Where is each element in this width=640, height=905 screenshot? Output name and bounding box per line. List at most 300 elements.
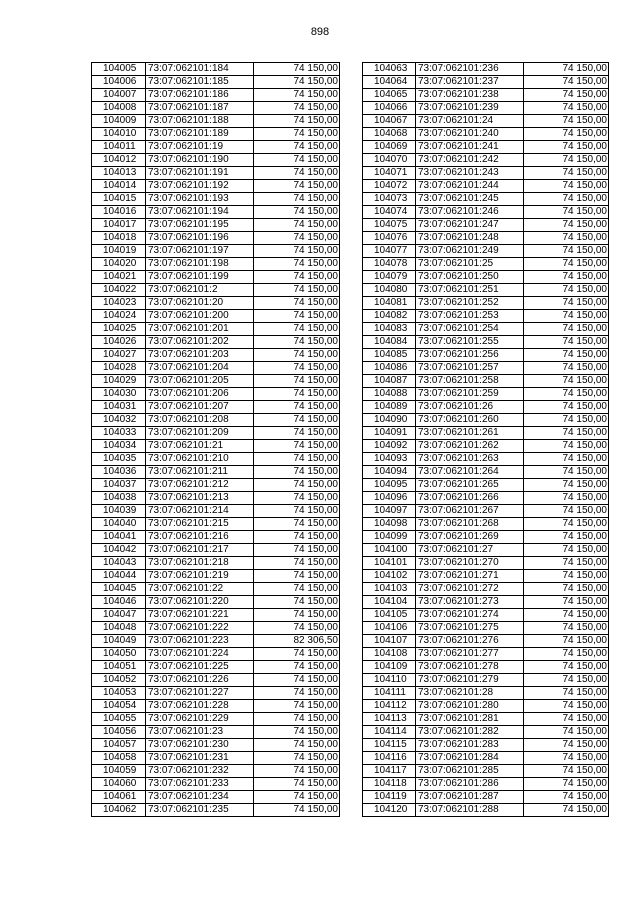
- value-cell: 74 150,00: [524, 739, 609, 752]
- value-cell: 74 150,00: [524, 557, 609, 570]
- left-table: [91, 62, 340, 817]
- cadastral-number-cell: 73:07:062101:269: [416, 531, 524, 544]
- table-row: [92, 219, 340, 232]
- row-number-cell: 104107: [363, 635, 416, 648]
- value-cell: 74 150,00: [254, 609, 340, 622]
- value-cell: 74 150,00: [524, 752, 609, 765]
- cadastral-number-cell: 73:07:062101:263: [416, 453, 524, 466]
- table-row: [92, 466, 340, 479]
- value-cell: 74 150,00: [254, 297, 340, 310]
- cadastral-number-cell: 73:07:062101:189: [146, 128, 254, 141]
- row-number-cell: 104044: [92, 570, 146, 583]
- table-row: [363, 752, 609, 765]
- value-cell: 74 150,00: [524, 791, 609, 804]
- value-cell: 74 150,00: [254, 752, 340, 765]
- cadastral-number-cell: 73:07:062101:273: [416, 596, 524, 609]
- row-number-cell: 104036: [92, 466, 146, 479]
- row-number-cell: 104032: [92, 414, 146, 427]
- value-cell: 74 150,00: [254, 154, 340, 167]
- cadastral-number-cell: 73:07:062101:244: [416, 180, 524, 193]
- row-number-cell: 104033: [92, 427, 146, 440]
- table-row: [92, 752, 340, 765]
- cadastral-number-cell: 73:07:062101:239: [416, 102, 524, 115]
- table-row: [92, 180, 340, 193]
- table-row: [92, 479, 340, 492]
- row-number-cell: 104029: [92, 375, 146, 388]
- row-number-cell: 104049: [92, 635, 146, 648]
- value-cell: 74 150,00: [524, 362, 609, 375]
- row-number-cell: 104014: [92, 180, 146, 193]
- table-row: [363, 505, 609, 518]
- table-row: [92, 778, 340, 791]
- row-number-cell: 104040: [92, 518, 146, 531]
- value-cell: 74 150,00: [254, 76, 340, 89]
- table-row: [363, 362, 609, 375]
- row-number-cell: 104112: [363, 700, 416, 713]
- cadastral-number-cell: 73:07:062101:267: [416, 505, 524, 518]
- row-number-cell: 104043: [92, 557, 146, 570]
- value-cell: 74 150,00: [524, 297, 609, 310]
- table-row: [363, 89, 609, 102]
- value-cell: 74 150,00: [524, 596, 609, 609]
- table-row: [363, 674, 609, 687]
- table-row: [92, 557, 340, 570]
- table-row: [92, 63, 340, 76]
- table-row: [363, 180, 609, 193]
- table-row: [363, 76, 609, 89]
- value-cell: 74 150,00: [254, 219, 340, 232]
- row-number-cell: 104035: [92, 453, 146, 466]
- cadastral-number-cell: 73:07:062101:216: [146, 531, 254, 544]
- cadastral-number-cell: 73:07:062101:230: [146, 739, 254, 752]
- row-number-cell: 104118: [363, 778, 416, 791]
- value-cell: 74 150,00: [254, 531, 340, 544]
- value-cell: 74 150,00: [254, 648, 340, 661]
- table-row: [363, 349, 609, 362]
- table-row: [92, 401, 340, 414]
- value-cell: 74 150,00: [254, 804, 340, 817]
- cadastral-number-cell: 73:07:062101:23: [146, 726, 254, 739]
- table-row: [92, 297, 340, 310]
- row-number-cell: 104117: [363, 765, 416, 778]
- table-row: [92, 609, 340, 622]
- value-cell: 74 150,00: [524, 570, 609, 583]
- cadastral-number-cell: 73:07:062101:221: [146, 609, 254, 622]
- cadastral-number-cell: 73:07:062101:225: [146, 661, 254, 674]
- row-number-cell: 104074: [363, 206, 416, 219]
- cadastral-number-cell: 73:07:062101:2: [146, 284, 254, 297]
- row-number-cell: 104051: [92, 661, 146, 674]
- table-row: [92, 89, 340, 102]
- table-row: [92, 687, 340, 700]
- cadastral-number-cell: 73:07:062101:246: [416, 206, 524, 219]
- cadastral-number-cell: 73:07:062101:265: [416, 479, 524, 492]
- table-row: [363, 635, 609, 648]
- row-number-cell: 104086: [363, 362, 416, 375]
- value-cell: 74 150,00: [524, 388, 609, 401]
- cadastral-number-cell: 73:07:062101:264: [416, 466, 524, 479]
- table-row: [92, 700, 340, 713]
- cadastral-number-cell: 73:07:062101:235: [146, 804, 254, 817]
- value-cell: 74 150,00: [254, 492, 340, 505]
- cadastral-number-cell: 73:07:062101:24: [416, 115, 524, 128]
- row-number-cell: 104030: [92, 388, 146, 401]
- value-cell: 74 150,00: [254, 453, 340, 466]
- row-number-cell: 104077: [363, 245, 416, 258]
- table-row: [363, 583, 609, 596]
- table-row: [363, 245, 609, 258]
- value-cell: 74 150,00: [254, 713, 340, 726]
- table-row: [363, 518, 609, 531]
- table-row: [363, 219, 609, 232]
- table-row: [92, 622, 340, 635]
- value-cell: 74 150,00: [524, 414, 609, 427]
- row-number-cell: 104115: [363, 739, 416, 752]
- value-cell: 74 150,00: [254, 362, 340, 375]
- left-table-body: [92, 63, 340, 817]
- cadastral-number-cell: 73:07:062101:25: [416, 258, 524, 271]
- cadastral-number-cell: 73:07:062101:28: [416, 687, 524, 700]
- row-number-cell: 104008: [92, 102, 146, 115]
- cadastral-number-cell: 73:07:062101:211: [146, 466, 254, 479]
- cadastral-number-cell: 73:07:062101:243: [416, 167, 524, 180]
- table-row: [363, 167, 609, 180]
- cadastral-number-cell: 73:07:062101:283: [416, 739, 524, 752]
- value-cell: 74 150,00: [524, 440, 609, 453]
- table-row: [92, 440, 340, 453]
- cadastral-number-cell: 73:07:062101:198: [146, 258, 254, 271]
- value-cell: 74 150,00: [254, 622, 340, 635]
- cadastral-number-cell: 73:07:062101:199: [146, 271, 254, 284]
- table-row: [92, 245, 340, 258]
- row-number-cell: 104045: [92, 583, 146, 596]
- table-row: [363, 804, 609, 817]
- value-cell: 74 150,00: [524, 89, 609, 102]
- cadastral-number-cell: 73:07:062101:217: [146, 544, 254, 557]
- value-cell: 74 150,00: [524, 245, 609, 258]
- row-number-cell: 104012: [92, 154, 146, 167]
- cadastral-number-cell: 73:07:062101:255: [416, 336, 524, 349]
- row-number-cell: 104057: [92, 739, 146, 752]
- value-cell: 74 150,00: [524, 401, 609, 414]
- row-number-cell: 104104: [363, 596, 416, 609]
- value-cell: 74 150,00: [254, 778, 340, 791]
- cadastral-number-cell: 73:07:062101:228: [146, 700, 254, 713]
- value-cell: 74 150,00: [524, 167, 609, 180]
- row-number-cell: 104098: [363, 518, 416, 531]
- row-number-cell: 104058: [92, 752, 146, 765]
- value-cell: 74 150,00: [524, 76, 609, 89]
- value-cell: 74 150,00: [524, 622, 609, 635]
- row-number-cell: 104082: [363, 310, 416, 323]
- cadastral-number-cell: 73:07:062101:194: [146, 206, 254, 219]
- value-cell: 74 150,00: [254, 596, 340, 609]
- table-row: [363, 115, 609, 128]
- value-cell: 74 150,00: [524, 804, 609, 817]
- cadastral-number-cell: 73:07:062101:185: [146, 76, 254, 89]
- value-cell: 74 150,00: [254, 687, 340, 700]
- table-row: [92, 674, 340, 687]
- cadastral-number-cell: 73:07:062101:282: [416, 726, 524, 739]
- table-row: [92, 531, 340, 544]
- cadastral-number-cell: 73:07:062101:251: [416, 284, 524, 297]
- cadastral-number-cell: 73:07:062101:206: [146, 388, 254, 401]
- cadastral-number-cell: 73:07:062101:214: [146, 505, 254, 518]
- table-row: [92, 648, 340, 661]
- value-cell: 74 150,00: [254, 427, 340, 440]
- cadastral-number-cell: 73:07:062101:196: [146, 232, 254, 245]
- row-number-cell: 104055: [92, 713, 146, 726]
- table-row: [92, 804, 340, 817]
- value-cell: 74 150,00: [524, 128, 609, 141]
- value-cell: 74 150,00: [254, 388, 340, 401]
- value-cell: 74 150,00: [254, 89, 340, 102]
- row-number-cell: 104079: [363, 271, 416, 284]
- table-row: [363, 687, 609, 700]
- cadastral-number-cell: 73:07:062101:232: [146, 765, 254, 778]
- table-row: [92, 453, 340, 466]
- cadastral-number-cell: 73:07:062101:274: [416, 609, 524, 622]
- cadastral-number-cell: 73:07:062101:208: [146, 414, 254, 427]
- value-cell: 74 150,00: [254, 271, 340, 284]
- row-number-cell: 104023: [92, 297, 146, 310]
- right-table: [362, 62, 609, 817]
- value-cell: 74 150,00: [254, 128, 340, 141]
- row-number-cell: 104052: [92, 674, 146, 687]
- cadastral-number-cell: 73:07:062101:261: [416, 427, 524, 440]
- value-cell: 74 150,00: [254, 726, 340, 739]
- row-number-cell: 104042: [92, 544, 146, 557]
- table-row: [92, 310, 340, 323]
- row-number-cell: 104100: [363, 544, 416, 557]
- cadastral-number-cell: 73:07:062101:205: [146, 375, 254, 388]
- row-number-cell: 104047: [92, 609, 146, 622]
- row-number-cell: 104006: [92, 76, 146, 89]
- table-row: [92, 128, 340, 141]
- cadastral-number-cell: 73:07:062101:258: [416, 375, 524, 388]
- table-row: [363, 102, 609, 115]
- row-number-cell: 104095: [363, 479, 416, 492]
- value-cell: 74 150,00: [524, 336, 609, 349]
- cadastral-number-cell: 73:07:062101:288: [416, 804, 524, 817]
- table-row: [363, 791, 609, 804]
- value-cell: 74 150,00: [254, 583, 340, 596]
- row-number-cell: 104048: [92, 622, 146, 635]
- value-cell: 74 150,00: [524, 193, 609, 206]
- row-number-cell: 104050: [92, 648, 146, 661]
- cadastral-number-cell: 73:07:062101:224: [146, 648, 254, 661]
- row-number-cell: 104007: [92, 89, 146, 102]
- value-cell: 74 150,00: [254, 336, 340, 349]
- value-cell: 74 150,00: [524, 544, 609, 557]
- table-row: [92, 414, 340, 427]
- row-number-cell: 104076: [363, 232, 416, 245]
- row-number-cell: 104054: [92, 700, 146, 713]
- table-row: [363, 232, 609, 245]
- value-cell: 74 150,00: [254, 661, 340, 674]
- cadastral-number-cell: 73:07:062101:268: [416, 518, 524, 531]
- row-number-cell: 104116: [363, 752, 416, 765]
- table-row: [92, 661, 340, 674]
- row-number-cell: 104061: [92, 791, 146, 804]
- value-cell: 74 150,00: [254, 141, 340, 154]
- table-row: [363, 778, 609, 791]
- table-row: [92, 206, 340, 219]
- row-number-cell: 104018: [92, 232, 146, 245]
- row-number-cell: 104025: [92, 323, 146, 336]
- cadastral-number-cell: 73:07:062101:197: [146, 245, 254, 258]
- table-row: [363, 713, 609, 726]
- value-cell: 74 150,00: [524, 323, 609, 336]
- cadastral-number-cell: 73:07:062101:192: [146, 180, 254, 193]
- row-number-cell: 104070: [363, 154, 416, 167]
- row-number-cell: 104099: [363, 531, 416, 544]
- row-number-cell: 104113: [363, 713, 416, 726]
- cadastral-number-cell: 73:07:062101:213: [146, 492, 254, 505]
- value-cell: 74 150,00: [254, 375, 340, 388]
- cadastral-number-cell: 73:07:062101:222: [146, 622, 254, 635]
- table-row: [363, 596, 609, 609]
- value-cell: 74 150,00: [524, 505, 609, 518]
- value-cell: 74 150,00: [524, 674, 609, 687]
- table-row: [363, 609, 609, 622]
- cadastral-number-cell: 73:07:062101:260: [416, 414, 524, 427]
- row-number-cell: 104073: [363, 193, 416, 206]
- value-cell: 74 150,00: [524, 141, 609, 154]
- value-cell: 74 150,00: [524, 713, 609, 726]
- table-row: [363, 492, 609, 505]
- row-number-cell: 104046: [92, 596, 146, 609]
- value-cell: 74 150,00: [254, 258, 340, 271]
- row-number-cell: 104089: [363, 401, 416, 414]
- table-row: [92, 167, 340, 180]
- value-cell: 74 150,00: [524, 63, 609, 76]
- table-row: [363, 193, 609, 206]
- cadastral-number-cell: 73:07:062101:271: [416, 570, 524, 583]
- value-cell: 74 150,00: [524, 466, 609, 479]
- row-number-cell: 104092: [363, 440, 416, 453]
- table-row: [363, 154, 609, 167]
- value-cell: 74 150,00: [524, 284, 609, 297]
- table-row: [92, 232, 340, 245]
- row-number-cell: 104081: [363, 297, 416, 310]
- row-number-cell: 104069: [363, 141, 416, 154]
- row-number-cell: 104019: [92, 245, 146, 258]
- value-cell: 74 150,00: [524, 427, 609, 440]
- row-number-cell: 104111: [363, 687, 416, 700]
- value-cell: 74 150,00: [254, 102, 340, 115]
- row-number-cell: 104065: [363, 89, 416, 102]
- value-cell: 74 150,00: [524, 206, 609, 219]
- table-row: [363, 622, 609, 635]
- table-row: [363, 284, 609, 297]
- value-cell: 74 150,00: [254, 323, 340, 336]
- value-cell: 74 150,00: [254, 674, 340, 687]
- cadastral-number-cell: 73:07:062101:275: [416, 622, 524, 635]
- value-cell: 74 150,00: [254, 245, 340, 258]
- row-number-cell: 104090: [363, 414, 416, 427]
- value-cell: 74 150,00: [524, 492, 609, 505]
- table-row: [363, 401, 609, 414]
- value-cell: 74 150,00: [524, 648, 609, 661]
- row-number-cell: 104034: [92, 440, 146, 453]
- row-number-cell: 104009: [92, 115, 146, 128]
- table-row: [92, 141, 340, 154]
- table-row: [363, 661, 609, 674]
- row-number-cell: 104022: [92, 284, 146, 297]
- cadastral-number-cell: 73:07:062101:210: [146, 453, 254, 466]
- table-row: [363, 414, 609, 427]
- row-number-cell: 104105: [363, 609, 416, 622]
- table-row: [92, 154, 340, 167]
- row-number-cell: 104056: [92, 726, 146, 739]
- cadastral-number-cell: 73:07:062101:245: [416, 193, 524, 206]
- row-number-cell: 104120: [363, 804, 416, 817]
- table-row: [92, 765, 340, 778]
- table-row: [363, 479, 609, 492]
- cadastral-number-cell: 73:07:062101:285: [416, 765, 524, 778]
- value-cell: 74 150,00: [524, 700, 609, 713]
- row-number-cell: 104068: [363, 128, 416, 141]
- cadastral-number-cell: 73:07:062101:20: [146, 297, 254, 310]
- row-number-cell: 104041: [92, 531, 146, 544]
- table-row: [92, 544, 340, 557]
- table-row: [92, 323, 340, 336]
- row-number-cell: 104097: [363, 505, 416, 518]
- cadastral-number-cell: 73:07:062101:240: [416, 128, 524, 141]
- table-row: [92, 492, 340, 505]
- cadastral-number-cell: 73:07:062101:207: [146, 401, 254, 414]
- row-number-cell: 104106: [363, 622, 416, 635]
- value-cell: 74 150,00: [254, 505, 340, 518]
- row-number-cell: 104027: [92, 349, 146, 362]
- table-row: [92, 271, 340, 284]
- cadastral-number-cell: 73:07:062101:248: [416, 232, 524, 245]
- cadastral-number-cell: 73:07:062101:204: [146, 362, 254, 375]
- table-row: [363, 323, 609, 336]
- value-cell: 74 150,00: [254, 115, 340, 128]
- row-number-cell: 104093: [363, 453, 416, 466]
- value-cell: 74 150,00: [254, 284, 340, 297]
- cadastral-number-cell: 73:07:062101:234: [146, 791, 254, 804]
- table-row: [92, 362, 340, 375]
- cadastral-number-cell: 73:07:062101:278: [416, 661, 524, 674]
- cadastral-number-cell: 73:07:062101:284: [416, 752, 524, 765]
- row-number-cell: 104087: [363, 375, 416, 388]
- value-cell: 74 150,00: [254, 570, 340, 583]
- table-row: [92, 505, 340, 518]
- value-cell: 74 150,00: [254, 206, 340, 219]
- table-row: [363, 453, 609, 466]
- table-row: [363, 336, 609, 349]
- row-number-cell: 104109: [363, 661, 416, 674]
- row-number-cell: 104064: [363, 76, 416, 89]
- row-number-cell: 104085: [363, 349, 416, 362]
- row-number-cell: 104020: [92, 258, 146, 271]
- cadastral-number-cell: 73:07:062101:259: [416, 388, 524, 401]
- row-number-cell: 104010: [92, 128, 146, 141]
- value-cell: 74 150,00: [524, 310, 609, 323]
- table-row: [363, 648, 609, 661]
- row-number-cell: 104119: [363, 791, 416, 804]
- cadastral-number-cell: 73:07:062101:237: [416, 76, 524, 89]
- cadastral-number-cell: 73:07:062101:253: [416, 310, 524, 323]
- table-row: [363, 570, 609, 583]
- value-cell: 74 150,00: [254, 700, 340, 713]
- row-number-cell: 104071: [363, 167, 416, 180]
- cadastral-number-cell: 73:07:062101:277: [416, 648, 524, 661]
- table-row: [363, 466, 609, 479]
